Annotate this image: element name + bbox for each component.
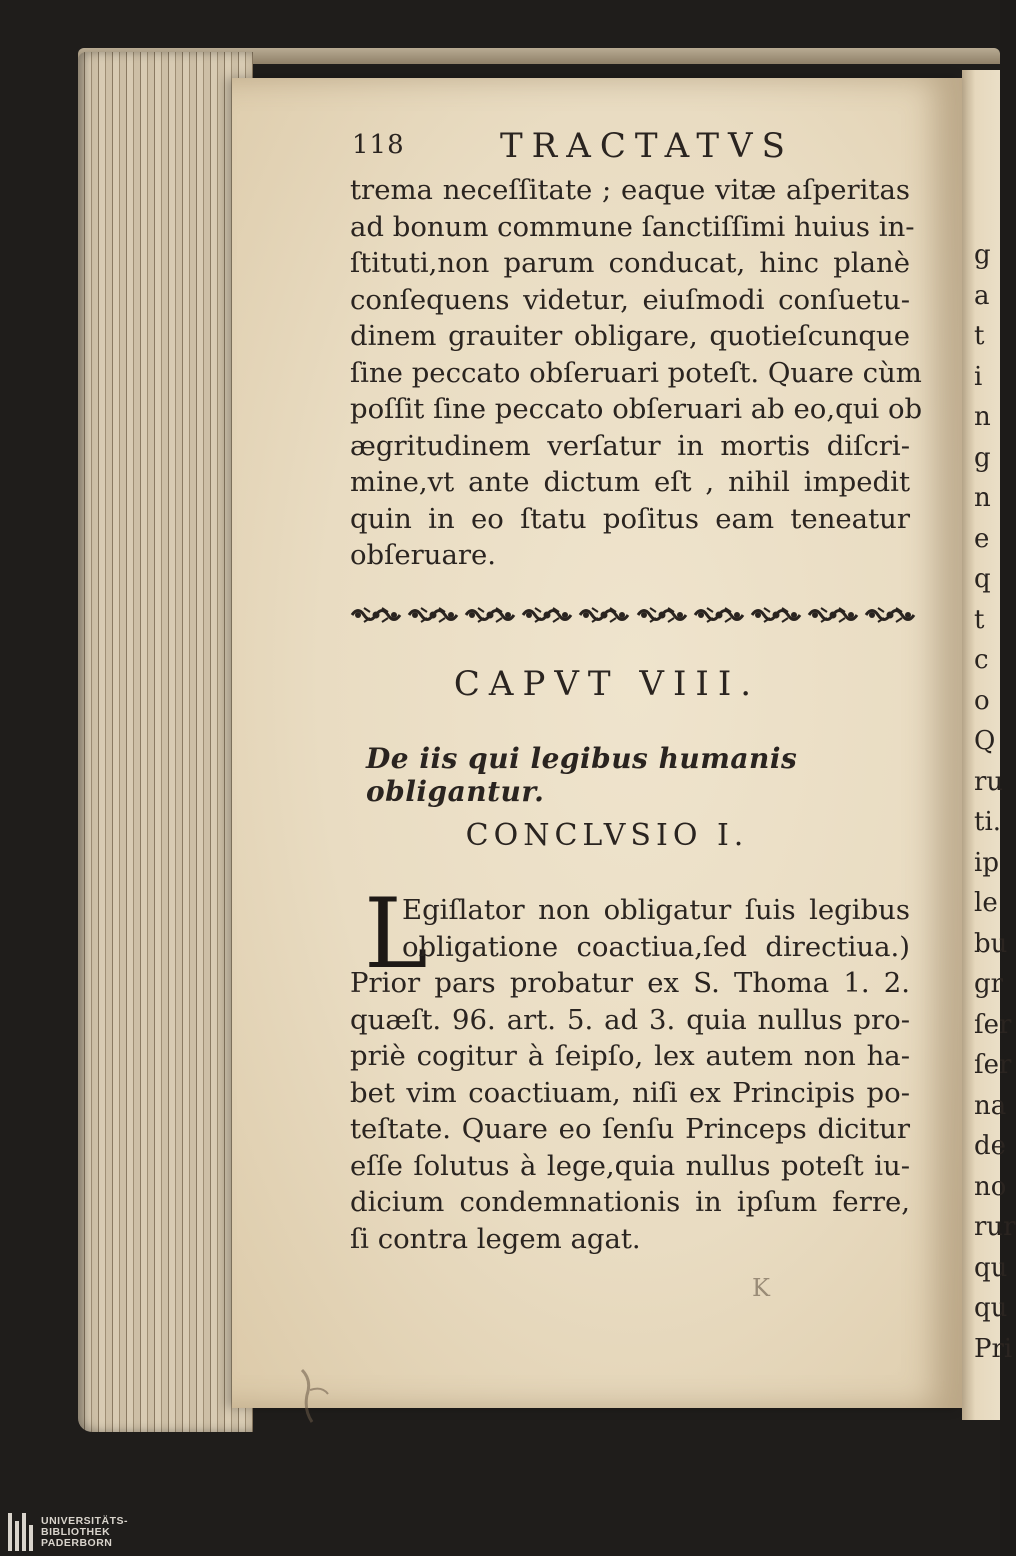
facing-page-fragment: c — [974, 645, 989, 675]
page-header — [352, 126, 922, 170]
ornament-icon — [350, 604, 402, 626]
facing-page-fragment: qu — [974, 1293, 1008, 1323]
ink-stain-icon — [282, 1360, 352, 1430]
text-line: poſſit ſine peccato obſeruari ab eo,qui ob — [350, 393, 923, 425]
facing-page-fragment: ſer — [974, 1009, 1012, 1040]
facing-page-fragment: i — [974, 361, 983, 392]
facing-page-fragment: ſer — [974, 1050, 1012, 1080]
text-line: dinem grauiter obligare, quotieſcunque — [350, 320, 910, 352]
facing-page-fragment: Pri — [974, 1333, 1013, 1364]
running-head: TRACTATVS — [500, 126, 794, 166]
text-line: quæſt. 96. art. 5. ad 3. quia nullus pro- — [350, 1003, 910, 1036]
facing-page-fragment: g — [974, 240, 991, 270]
text-line: priè cogitur à ſeipſo, lex autem non ha- — [350, 1040, 910, 1072]
library-name — [41, 1516, 128, 1549]
library-logo-icon — [8, 1513, 33, 1551]
text-line: ægritudinem verſatur in mortis diſcri- — [350, 429, 910, 462]
text-line: bet vim coactiuam, niſi ex Principis po- — [350, 1076, 910, 1109]
facing-page-fragment: n — [974, 402, 991, 432]
text-line: ad bonum commune ſanctiſſimi huius in- — [350, 210, 915, 243]
text-line: obligatione coactiua,ſed directiua.) — [402, 930, 910, 963]
text-line: eſſe ſolutus à lege,quia nullus poteſt iu- — [350, 1149, 910, 1182]
facing-page-fragment: Q — [974, 726, 996, 756]
text-line: Egiſlator non obligatur ſuis legibus — [402, 894, 910, 926]
facing-page-fragment: o — [974, 685, 990, 716]
library-logo[interactable] — [8, 1512, 128, 1552]
facing-page-fragment: t — [974, 604, 985, 635]
facing-page-fragment: rur — [974, 1212, 1016, 1242]
library-name-line: PADERBORN — [41, 1536, 113, 1549]
book-page — [232, 78, 962, 1408]
facing-page-fragment: q — [974, 564, 991, 594]
text-line: Prior pars probatur ex S. Thoma 1. 2. — [350, 967, 910, 999]
facing-page-fragment: e — [974, 523, 990, 554]
text-line: conſequens videtur, eiuſmodi conſuetu- — [350, 283, 910, 316]
text-line: quin in eo ſtatu poſitus eam teneatur — [350, 502, 910, 535]
text-line: obſeruare. — [350, 539, 497, 571]
ornament-band — [350, 598, 916, 632]
text-line: mine,vt ante dictum eſt , nihil impedit — [350, 466, 910, 498]
library-name-line: BIBLIOTHEK — [41, 1525, 111, 1538]
text-line: ſine peccato obſeruari poteſt. Quare cùm — [350, 356, 922, 389]
conclusio-heading: CONCLVSIO I. — [465, 818, 749, 853]
facing-page-fragment: bu — [974, 928, 1008, 959]
facing-page-fragment: ru — [974, 766, 1004, 797]
facing-page-fragment: le — [974, 888, 998, 918]
ornament-icon — [464, 604, 516, 626]
text-line: trema neceſſitate ; eaque vitæ aſperitas — [350, 174, 910, 206]
facing-page-fragment: g — [974, 442, 991, 473]
facing-page-fragment: gr — [974, 969, 1004, 999]
facing-page — [962, 70, 1016, 1420]
ornament-icon — [807, 604, 859, 626]
facing-page-fragment: ip — [974, 847, 999, 878]
paragraph-2 — [350, 892, 910, 1257]
facing-page-fragment: t — [974, 321, 985, 351]
ornament-icon — [636, 604, 688, 626]
facing-page-fragment: na — [974, 1090, 1007, 1121]
facing-page-fragment: a — [974, 280, 990, 311]
library-name-line: UNIVERSITÄTS- — [41, 1514, 129, 1527]
paragraph-1 — [350, 172, 923, 574]
page-number: 118 — [352, 130, 405, 160]
ornament-icon — [407, 604, 459, 626]
facing-page-fragment: de — [974, 1131, 1007, 1161]
chapter-subtitle: De iis qui legibus humanis obligantur. — [366, 742, 798, 808]
text-line: teſtate. Quare eo ſenſu Princeps dicitur — [350, 1113, 910, 1145]
ornament-icon — [864, 604, 916, 626]
facing-page-fragment: qu — [974, 1252, 1008, 1283]
ornament-icon — [750, 604, 802, 626]
catchword: K — [752, 1274, 770, 1302]
facing-page-fragment: n — [974, 483, 991, 513]
ornament-icon — [521, 604, 573, 626]
facing-page-fragment: ti. — [974, 807, 1002, 837]
ornament-icon — [693, 604, 745, 626]
text-line: ſi contra legem agat. — [350, 1222, 641, 1255]
text-line: dicium condemnationis in ipſum ferre, — [350, 1186, 910, 1218]
drop-cap: L — [364, 878, 428, 990]
text-line: ſtituti,non parum conducat, hinc planè — [350, 247, 910, 279]
facing-page-fragment: no — [974, 1171, 1007, 1202]
chapter-title: CAPVT VIII. — [453, 664, 761, 704]
ornament-icon — [578, 604, 630, 626]
page-edges — [78, 52, 253, 1432]
